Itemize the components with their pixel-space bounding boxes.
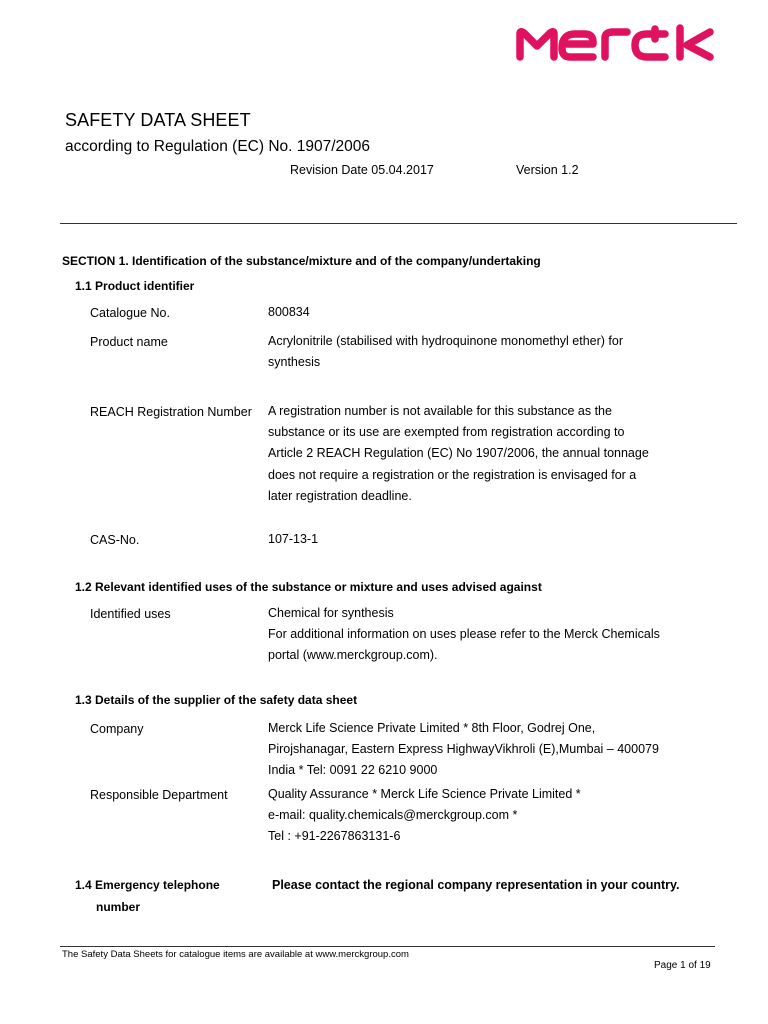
header-divider	[60, 223, 737, 224]
responsible-department-value: Quality Assurance * Merck Life Science Private Limited * e-mail: quality.chemicals@merckgroup.com * Tel : +91-2267863131-6	[268, 787, 581, 844]
identified-uses-value: Chemical for synthesis For additional information on uses please refer to the Merck Chemicals portal (www.merckgroup.com).	[268, 606, 660, 663]
identified-uses-label: Identified uses	[90, 607, 171, 621]
cas-label: CAS-No.	[90, 533, 140, 547]
reach-label: REACH Registration Number	[90, 405, 252, 419]
product-name-label: Product name	[90, 335, 168, 349]
version: Version 1.2	[516, 163, 579, 177]
reach-value: A registration number is not available for this substance as the substance or its use are exempted from registration according to Article 2 REACH Regulation (EC) No 1907/2006, the annual tonnage does not require a registration or the registration is envisaged for a later registration deadline.	[268, 404, 649, 503]
product-name-value: Acrylonitrile (stabilised with hydroquinone monomethyl ether) for synthesis	[268, 334, 624, 370]
page-number: Page 1 of 19	[654, 960, 711, 971]
section-1-heading: SECTION 1. Identification of the substance/mixture and of the company/undertaking	[62, 254, 541, 268]
catalogue-value: 800834	[268, 305, 310, 319]
document-title: SAFETY DATA SHEET	[65, 110, 251, 130]
footer-note: The Safety Data Sheets for catalogue items are available at www.merckgroup.com	[62, 949, 409, 960]
regulation-subtitle: according to Regulation (EC) No. 1907/2006	[65, 138, 371, 155]
catalogue-label: Catalogue No.	[90, 306, 170, 320]
company-label: Company	[90, 722, 144, 736]
revision-date: Revision Date 05.04.2017	[290, 163, 434, 177]
company-value: Merck Life Science Private Limited * 8th Floor, Godrej One, Pirojshanagar, Eastern Express HighwayVikhroli (E),Mumbai – 400079 India * Tel: 0091 22 6210 9000	[268, 721, 659, 778]
section-1-4-heading-cont: number	[96, 900, 141, 914]
section-1-2-heading: 1.2 Relevant identified uses of the substance or mixture and uses advised against	[75, 580, 542, 594]
responsible-department-label: Responsible Department	[90, 788, 228, 802]
section-1-4-heading: 1.4 Emergency telephone	[75, 878, 220, 892]
merck-logo	[515, 24, 737, 64]
emergency-telephone-value: Please contact the regional company representation in your country.	[272, 878, 680, 892]
section-1-3-heading: 1.3 Details of the supplier of the safety data sheet	[75, 693, 358, 707]
section-1-1-heading: 1.1 Product identifier	[75, 279, 195, 293]
footer-divider	[60, 946, 715, 947]
cas-value: 107-13-1	[268, 532, 319, 546]
